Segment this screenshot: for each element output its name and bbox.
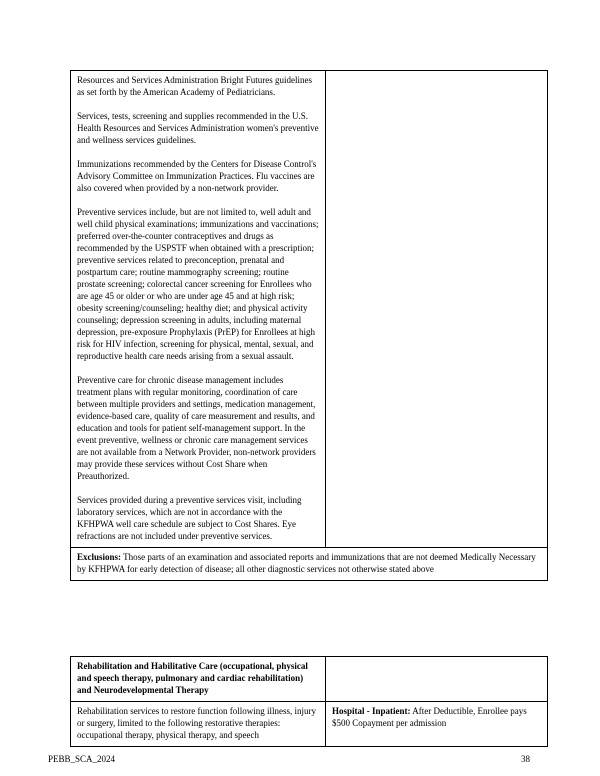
rehabilitation-header-empty-cell	[326, 657, 547, 701]
paragraph	[332, 705, 541, 729]
paragraph: Services, tests, screening and supplies recommended in the U.S. Health Resources and Services Administration women's preventive and wellness services guidelines.	[77, 111, 319, 145]
exclusions-text: Those parts of an examination and associated reports and immunizations that are not deemed Medically Necessary by KFHPWA for early detection of disease; all other diagnostic services not otherwise stated above	[77, 552, 536, 574]
rehabilitation-header-cell	[71, 657, 326, 701]
paragraph: Immunizations recommended by the Centers for Disease Control's Advisory Committee on Immunization Practices. Flu vaccines are also covered when provided by a non-network provider.	[77, 159, 317, 193]
preventive-services-benefit-cell	[326, 71, 547, 547]
rehabilitation-body-row	[71, 701, 547, 746]
paragraph: Preventive services include, but are not limited to, well adult and well child physical examinations; immunizations and vaccinations; preferred over-the-counter contraceptives and drugs as recommended by the USPSTF when obtained with a prescription; preventive services related to preconception, prenatal and postpartum care; routine mammography screening; routine prostate screening; colorectal cancer screening for Enrollees who are age 45 or older or who are under age 45 and at high risk; obesity screening/counseling; healthy diet; and physical activity counseling; depression screening in adults, including maternal depression, pre-exposure Prophylaxis (PrEP) for Enrollees at high risk for HIV infection, screening for physical, mental, sexual, and reproductive health care needs arising from a sexual assault.	[77, 207, 319, 361]
preventive-services-body-row	[71, 71, 547, 547]
exclusions-label: Exclusions:	[77, 552, 122, 562]
benefit-text: After Deductible, Enrollee pays $500 Copayment per admission	[332, 706, 527, 728]
paragraph: Preventive care for chronic disease management includes treatment plans with regular monitoring, coordination of care between multiple providers and settings, medication management, evidence-based care, quality of care measurement and results, and education and tools for patient self-management support. In the event preventive, wellness or chronic care management services are not available from a Network Provider, non-network providers may provide these services without Cost Share when Preauthorized.	[77, 375, 316, 481]
paragraph: Services provided during a preventive services visit, including laboratory services, which are not in accordance with the KFHPWA well care schedule are subject to Cost Shares. Eye refractions are not included under preventive services.	[77, 495, 302, 541]
preventive-services-description-cell	[71, 71, 326, 547]
paragraph: Resources and Services Administration Bright Futures guidelines as set forth by the American Academy of Pediatricians.	[77, 75, 312, 97]
paragraph: Rehabilitation services to restore function following illness, injury or surgery, limited to the following restorative therapies: occupational therapy, physical therapy, and speech	[77, 706, 316, 740]
rehabilitation-section-title: Rehabilitation and Habilitative Care (occupational, physical and speech therapy, pulmonary and cardiac rehabilitation) and Neurodevelopmental Therapy	[77, 661, 308, 695]
footer-page-number: 38	[521, 754, 530, 764]
preventive-services-table	[70, 70, 548, 581]
footer-document-id: PEBB_SCA_2024	[48, 754, 116, 764]
rehabilitation-description-cell	[71, 702, 326, 746]
rehabilitation-table	[70, 656, 548, 747]
rehabilitation-header-row	[71, 657, 547, 701]
benefit-label: Hospital - Inpatient:	[332, 706, 411, 716]
rehabilitation-benefit-cell	[326, 702, 547, 746]
page-footer	[48, 753, 530, 765]
exclusions-row	[71, 547, 547, 580]
